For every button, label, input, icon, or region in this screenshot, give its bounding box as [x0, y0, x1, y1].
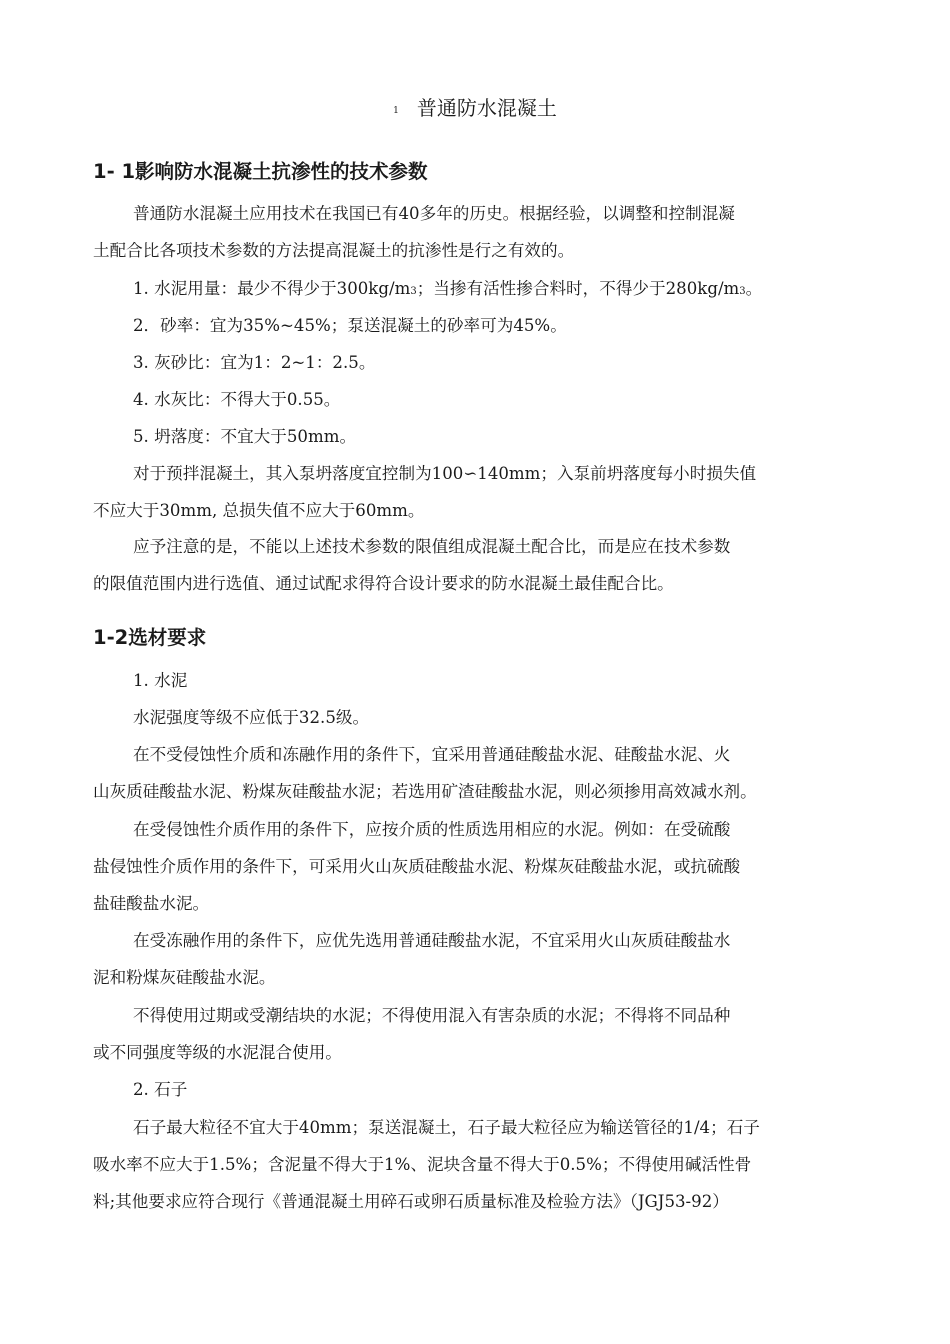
paragraph-line: 普通防水混凝土应用技术在我国已有40多年的历史。根据经验，以调整和控制混凝 — [133, 204, 735, 223]
paragraph-line: 水泥强度等级不应低于32.5级。 — [133, 708, 370, 727]
list-item: 4. 水灰比：不得大于0.55。 — [133, 390, 341, 409]
paragraph-line: 山灰质硅酸盐水泥、粉煤灰硅酸盐水泥；若选用矿渣硅酸盐水泥，则必须掺用高效减水剂。 — [93, 782, 757, 801]
paragraph-line: 料;其他要求应符合现行《普通混凝土用碎石或卵石质量标准及检验方法》（JGJ53-92） — [93, 1192, 729, 1211]
cement-dosage-unit-exponent-1: 3 — [410, 286, 417, 297]
title-number-mark: 1 — [393, 106, 399, 116]
cement-dosage-text-b: ；当掺有活性掺合料时，不得少于280kg/m — [416, 279, 740, 298]
cement-dosage-line — [133, 279, 762, 302]
cement-dosage-text-a: 1. 水泥用量：最少不得少于300kg/m — [133, 279, 411, 298]
list-item: 2. 石子 — [133, 1080, 188, 1099]
paragraph-line: 不得使用过期或受潮结块的水泥；不得使用混入有害杂质的水泥；不得将不同品种 — [133, 1006, 731, 1025]
cement-dosage-unit-exponent-2: 3 — [739, 286, 746, 297]
paragraph-line: 吸水率不应大于1.5%；含泥量不得大于1%、泥块含量不得大于0.5%；不得使用碱活性骨 — [93, 1155, 752, 1174]
list-item: 2．砂率：宜为35%~45%；泵送混凝土的砂率可为45%。 — [133, 316, 567, 335]
paragraph-line: 对于预拌混凝土，其入泵坍落度宜控制为100∽140mm；入泵前坍落度每小时损失值 — [133, 464, 757, 483]
paragraph-line: 在不受侵蚀性介质和冻融作用的条件下，宜采用普通硅酸盐水泥、硅酸盐水泥、火 — [133, 745, 731, 764]
paragraph-line: 在受冻融作用的条件下，应优先选用普通硅酸盐水泥，不宜采用火山灰质硅酸盐水 — [133, 931, 731, 950]
cement-dosage-text-c: 。 — [745, 279, 763, 298]
paragraph-line: 石子最大粒径不宜大于40mm；泵送混凝土，石子最大粒径应为输送管径的1/4；石子 — [133, 1118, 760, 1137]
paragraph-line: 盐硅酸盐水泥。 — [93, 894, 210, 913]
paragraph-line: 应予注意的是，不能以上述技术参数的限值组成混凝土配合比，而是应在技术参数 — [133, 537, 731, 556]
paragraph-line: 泥和粉煤灰硅酸盐水泥。 — [93, 968, 276, 987]
paragraph-line: 在受侵蚀性介质作用的条件下，应按介质的性质选用相应的水泥。例如：在受硫酸 — [133, 820, 731, 839]
paragraph-line: 的限值范围内进行选值、通过试配求得符合设计要求的防水混凝土最佳配合比。 — [93, 574, 674, 593]
section-heading-1-2: 1-2选材要求 — [93, 626, 207, 649]
list-item: 3. 灰砂比：宜为1：2~1：2.5。 — [133, 353, 376, 372]
paragraph-line: 土配合比各项技术参数的方法提高混凝土的抗渗性是行之有效的。 — [93, 241, 575, 260]
paragraph-line: 或不同强度等级的水泥混合使用。 — [93, 1043, 342, 1062]
document-title — [0, 92, 950, 121]
paragraph-line: 盐侵蚀性介质作用的条件下，可采用火山灰质硅酸盐水泥、粉煤灰硅酸盐水泥，或抗硫酸 — [93, 857, 741, 876]
list-item: 5. 坍落度：不宜大于50mm。 — [133, 427, 357, 446]
title-text: 普通防水混凝土 — [416, 96, 557, 120]
section-heading-1-1: 1- 1影响防水混凝土抗渗性的技术参数 — [93, 160, 428, 183]
list-item: 1. 水泥 — [133, 671, 188, 690]
paragraph-line: 不应大于30mm, 总损失值不应大于60mm。 — [93, 501, 425, 520]
